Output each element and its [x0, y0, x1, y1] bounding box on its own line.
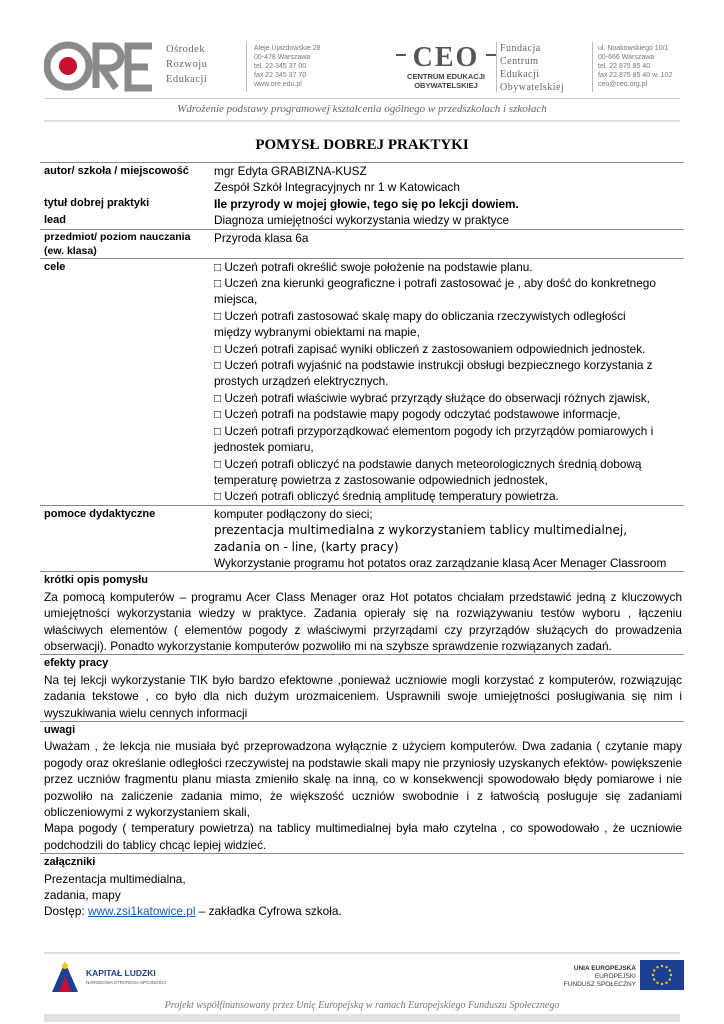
section-heading: krótki opis pomysłu: [44, 574, 148, 587]
ceo-subtitle: Fundacja Centrum Edukacji Obywatelskiej: [500, 43, 565, 93]
section-text: Na tej lekcji wykorzystanie TIK było bardzo efektowne ,ponieważ uczniowie mogli korzystać z komputerów, rozwiązując zadania tekstowe , co było dla nich dużym urozmaiceniem. Usprawnili swoje umiejętności posługiwania się nim i wyszukiwania wielu cennych informacji: [44, 672, 682, 720]
kapital-ludzki-emblem: [50, 958, 80, 994]
ceo-address: ul. Noakowskiego 10/1 00-666 Warszawa tel. 22 875 85 40 fax 22 875 85 40 w. 102 ceo@ceo.org.pl: [598, 45, 673, 88]
ore-subtitle: Ośrodek Rozwoju Edukacji: [166, 44, 208, 85]
divider: [496, 42, 497, 92]
label-aids: pomoce dydaktyczne: [44, 507, 156, 520]
row-author: [40, 162, 684, 229]
value-lead: Diagnoza umiejętności wykorzystania wiedzy w praktyce: [214, 213, 510, 228]
ceo-logo: CEO CENTRUM EDUKACJI OBYWATELSKIEJ: [396, 40, 496, 96]
section-text: Mapa pogody ( temperatury powietrza) na tablicy multimedialnej była mało czytelna , co spowodowało , że uczniowie podchodzili do tablicy chcąc lepiej widzieć.: [44, 821, 682, 852]
letterhead: [0, 0, 724, 130]
value-author: mgr Edyta GRABIZNA-KUSZ Zespół Szkół Integracyjnych nr 1 w Katowicach Ile przyrody w mojej głowie, tego się po lekcji dowiem. Diagnoza umiejętności wykorzystania wiedzy w praktyce: [210, 163, 684, 229]
goal-item: □ Uczeń potrafi na podstawie mapy pogody odczytać podstawowe informacje,: [214, 407, 621, 422]
section-remarks: [40, 721, 684, 853]
goal-item: □ Uczeń potrafi właściwie wybrać przyrządy służące do obserwacji różnych zjawisk,: [214, 390, 650, 405]
footer-tagline: Projekt współfinansowany przez Unię Europejską w ramach Europejskiego Funduszu Społecznego: [164, 1000, 560, 1011]
ore-logo: [44, 40, 156, 92]
goal-item: □ Uczeń potrafi określić swoje położenie na podstawie planu.: [214, 259, 533, 274]
section-description: [40, 571, 684, 654]
label-subject: przedmiot/ poziom nauczania (ew. klasa): [44, 230, 191, 257]
ore-address: Aleje Ujazdowskie 28 00-478 Warszawa tel. 22 345 37 00 fax 22 345 37 70 www.ore.edu.pl: [254, 45, 321, 88]
header-rule: [44, 120, 680, 122]
goal-item: prostych urządzeń elektrycznych.: [214, 374, 389, 389]
eu-flag: [640, 960, 684, 990]
goal-item: □ Uczeń zna kierunki geograficzne i potrafi zastosować je , aby dość do konkretnego: [214, 276, 656, 291]
section-text: Uważam , że lekcja nie musiała być przeprowadzona wyłącznie z użyciem komputerów. Dwa zadania ( czytanie mapy pogody oraz określanie odległości rzeczywistej na podstawie skali mapy nie przyniosły uzyskanych efektów- powiększenie przez uczniów fragmentu planu miasta zmieniło skalę na inną, co w konsekwencji spowodowało błędy pomiarowe i nie pozwoliło na zaliczenie zadania mimo, że większość uczniów swobodnie i z łatwością posługuje się zadaniami obliczeniowymi z wykorzystaniem skali,: [44, 739, 682, 820]
practice-form: [40, 162, 684, 920]
kapital-ludzki-logo: KAPITAŁ LUDZKI NARODOWA STRATEGIA SPÓJNOŚCI: [50, 958, 170, 998]
goal-item: między wybranymi obiektami na mapie,: [214, 325, 420, 340]
eu-label: UNIA EUROPEJSKA EUROPEJSKI FUNDUSZ SPOŁECZNY: [563, 965, 636, 988]
document-title: POMYSŁ DOBREJ PRAKTYKI: [255, 137, 469, 153]
goal-item: □ Uczeń potrafi obliczyć na podstawie danych meteorologicznych średnią dobową: [214, 456, 642, 471]
footer-rule: [44, 952, 680, 954]
goal-item: □ Uczeń potrafi obliczyć średnią amplitudę temperatury powietrza.: [214, 489, 559, 504]
goal-item: □ Uczeń potrafi zapisać wyniki obliczeń z zastosowaniem odpowiednich jednostek.: [214, 341, 646, 356]
section-heading: uwagi: [44, 724, 76, 736]
section-attachments: załączniki Prezentacja multimedialna, zadania, mapy Dostęp: www.zsi1katowice.pl – zakładka Cyfrowa szkoła.: [40, 853, 684, 920]
divider: [246, 42, 247, 92]
header-tagline: Wdrożenie podstawy programowej kształcenia ogólnego w przedszkolach i szkołach: [177, 103, 547, 115]
goal-item: temperaturę powietrza z zastosowanie odpowiednich jednostek,: [214, 472, 548, 487]
goal-item: jednostek pomiaru,: [214, 440, 314, 455]
value-subject: Przyroda klasa 6a: [214, 230, 309, 245]
section-heading: efekty pracy: [44, 657, 109, 670]
goal-item: □ Uczeń potrafi wyjaśnić na podstawie instrukcji obsługi bezpiecznego korzystania z: [214, 358, 653, 373]
value-aids: komputer podłączony do sieci; prezentacja multimedialna z wykorzystaniem tablicy multimedialnej, zadania on - line, (karty pracy) Wykorzystanie programu hot potatos oraz zarządzanie klasą Acer Menager Classroom: [214, 506, 667, 570]
row-goals: [40, 258, 684, 505]
footer-bar: [44, 1014, 680, 1022]
school-link[interactable]: www.zsi1katowice.pl: [87, 904, 196, 919]
divider: [592, 42, 593, 92]
section-text: Za pomocą komputerów – programu Acer Class Menager oraz Hot potatos chciałam przedstawić jedną z kluczowych umiejętności wykorzystania wiedzy w praktyce. Zadania opierały się na rozwiązywaniu testów wyboru , łączeniu właściwych elementów ( elementów pogody z właściwymi przyrządami czy przyrządów służących do prowadzenia obserwacji). Ponadto wykorzystanie komputerów pozwoliło mi na szybsze sprawdzenie rozwiązanych zadań.: [44, 589, 682, 653]
goals-list: [210, 259, 684, 505]
goal-item: □ Uczeń potrafi przyporządkować elementom pogody ich przyrządów pomiarowych i: [214, 423, 654, 438]
label-author: autor/ szkoła / miejscowość tytuł dobrej praktyki lead: [44, 165, 189, 226]
value-title: Ile przyrody w mojej głowie, tego się po lekcji dowiem.: [214, 196, 519, 211]
row-subject: [40, 229, 684, 258]
goal-item: □ Uczeń potrafi zastosować skalę mapy do obliczania rzeczywistych odległości: [214, 308, 626, 323]
row-aids: [40, 505, 684, 572]
section-effects: [40, 654, 684, 721]
section-heading: załączniki: [44, 856, 96, 869]
header-rule: [44, 98, 680, 99]
label-goals: cele: [44, 260, 66, 273]
goal-item: miejsca,: [214, 292, 258, 307]
